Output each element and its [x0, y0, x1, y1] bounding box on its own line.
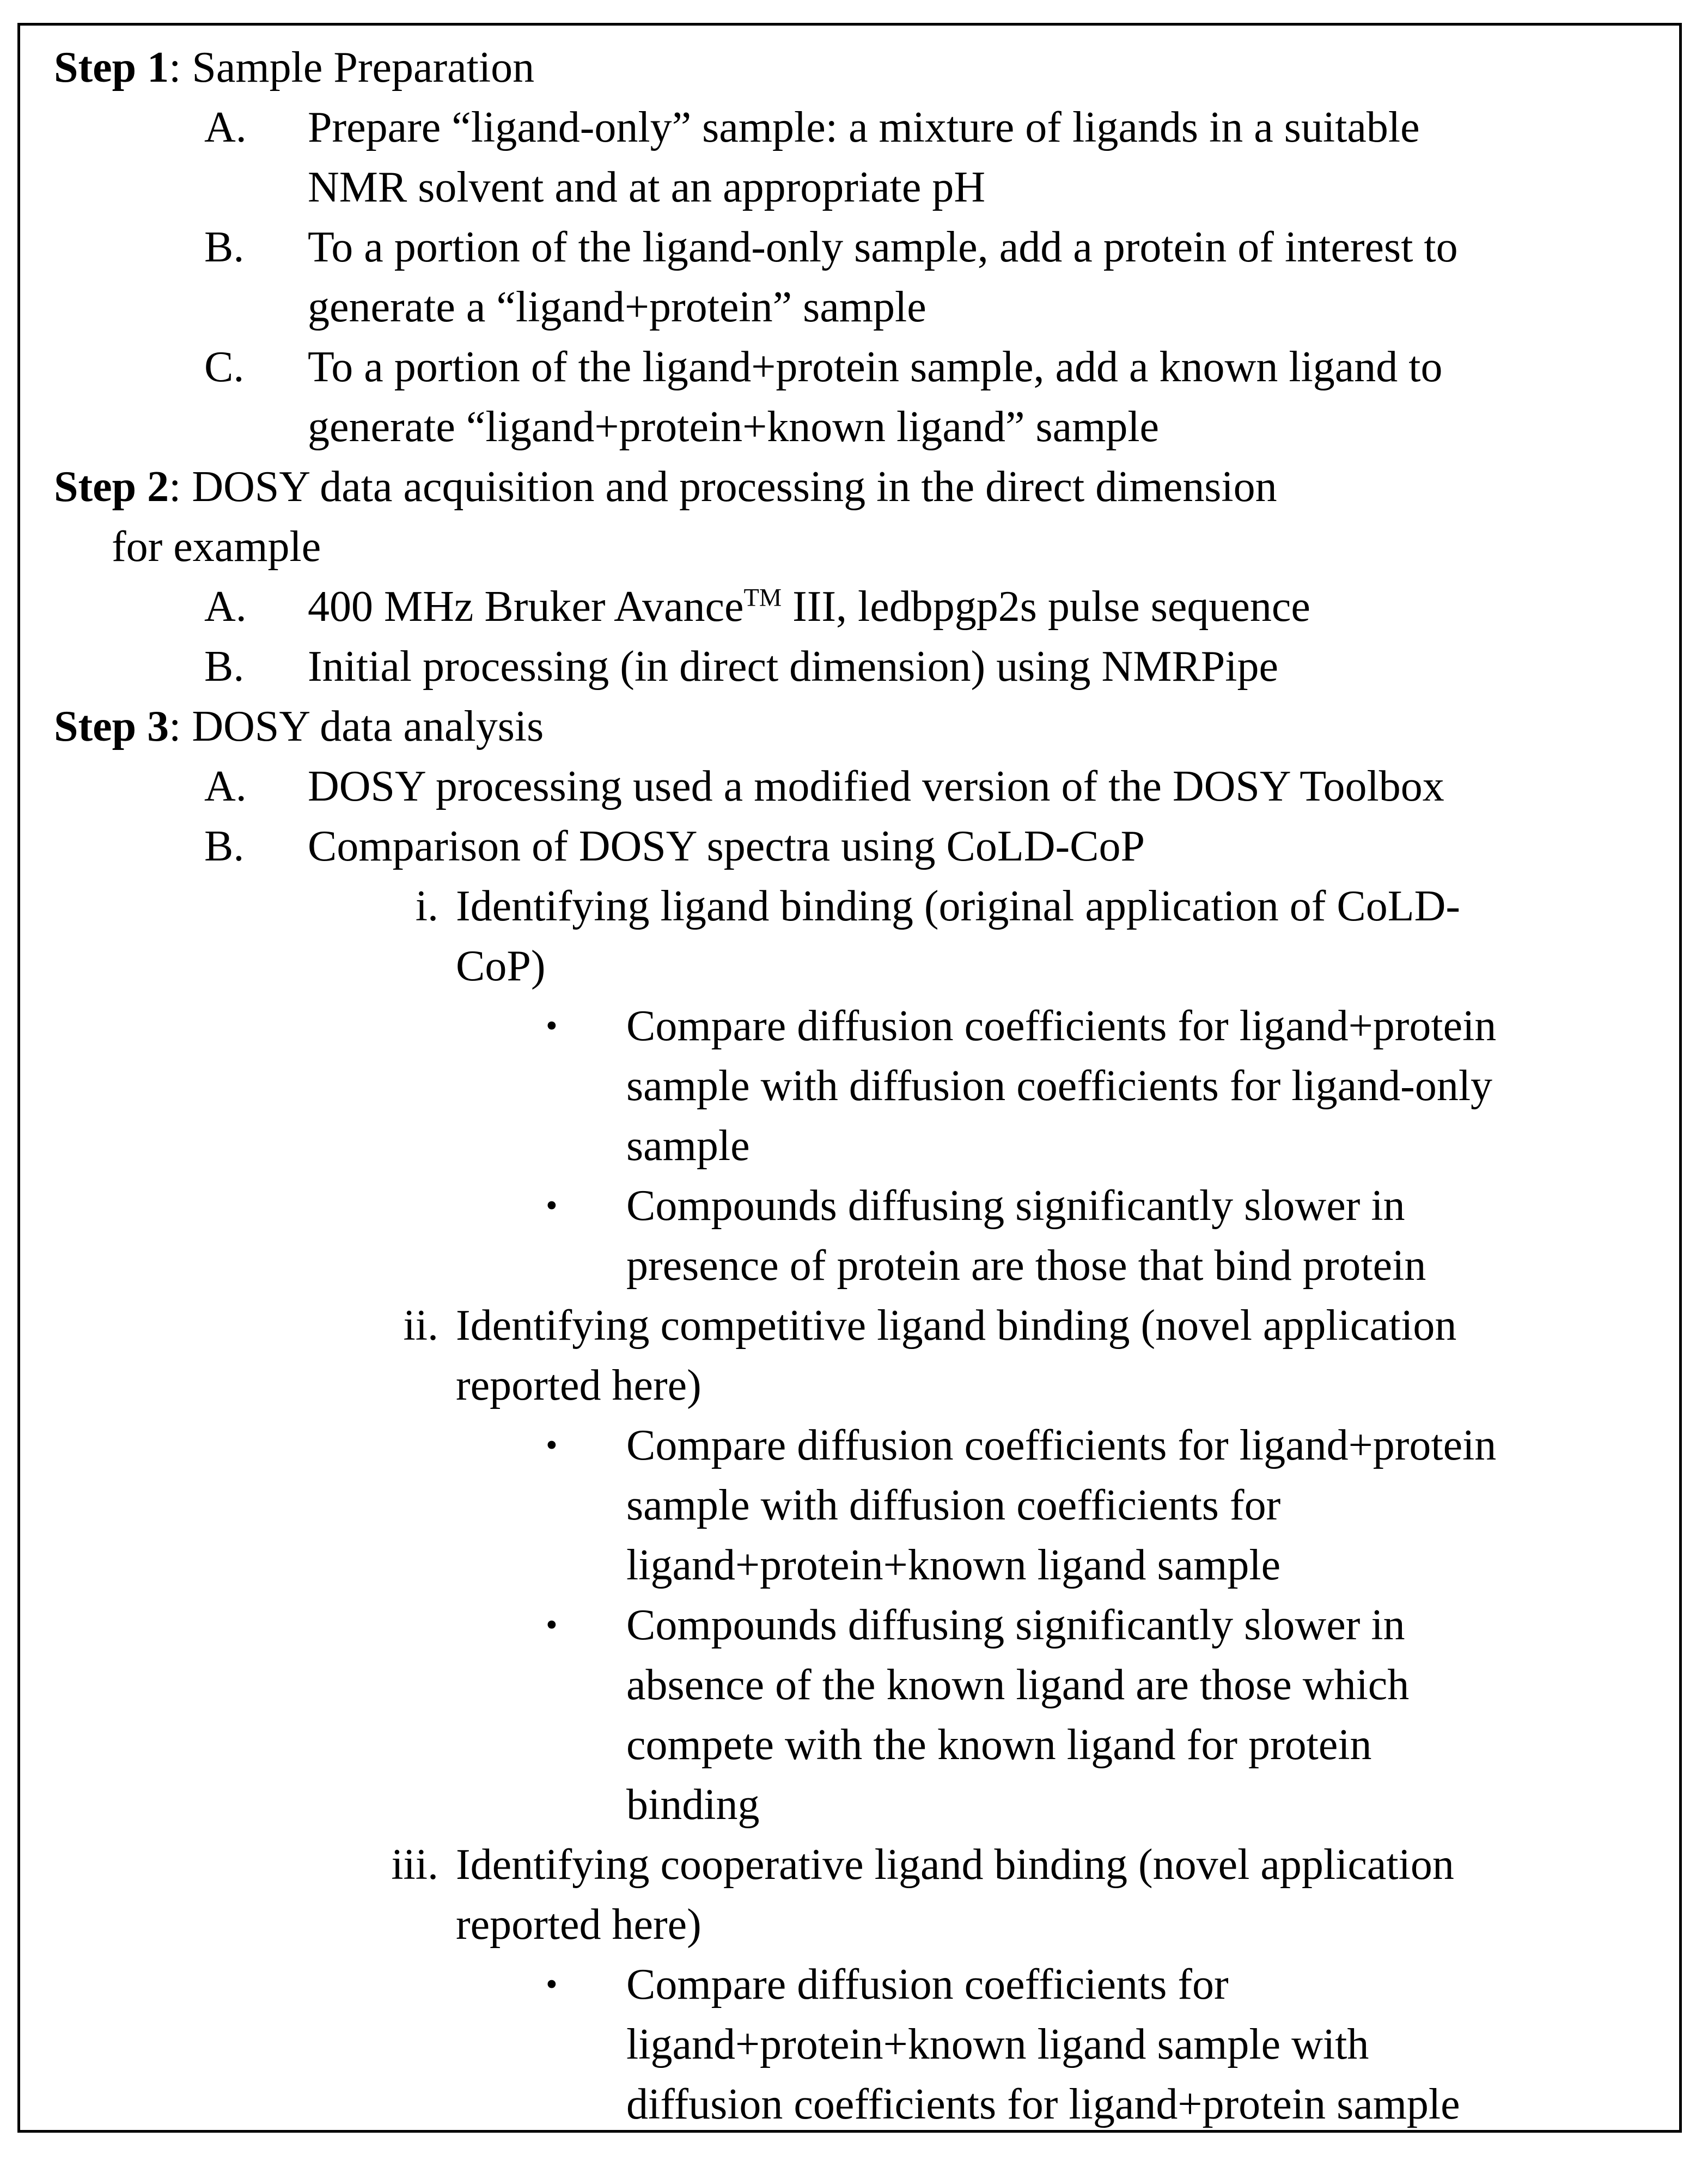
list-item-continuation — [20, 157, 1679, 217]
bullet-item-text: ligand+protein+known ligand sample — [626, 1541, 1281, 1589]
step-heading-text — [54, 457, 1277, 517]
bullet-item-text: sample — [626, 1122, 750, 1170]
list-item-text: generate “ligand+protein+known ligand” sample — [308, 403, 1160, 451]
bullet-item — [20, 1415, 1679, 1475]
bullet-item-text: presence of protein are those that bind protein — [626, 1242, 1426, 1290]
step-label: Step 3 — [54, 703, 169, 750]
bullet-item-text: Compounds diffusing significantly slower in — [626, 1182, 1405, 1230]
bullet-item — [20, 1595, 1679, 1655]
sublist-item — [20, 876, 1679, 936]
step-separator: : — [169, 703, 192, 750]
list-item — [20, 816, 1679, 876]
bullet-item-continuation — [20, 2074, 1679, 2133]
sublist-marker: iii. — [391, 1841, 438, 1889]
step-separator: : — [169, 463, 192, 511]
step-heading — [20, 457, 1679, 517]
list-item-text: generate a “ligand+protein” sample — [308, 283, 926, 331]
list-marker: B. — [204, 223, 245, 271]
sublist-marker: i. — [415, 882, 438, 930]
sublist-item-text: reported here) — [456, 1901, 701, 1949]
list-item-text: Initial processing (in direct dimension) using NMRPipe — [308, 643, 1278, 691]
bullet-item-text: absence of the known ligand are those which — [626, 1661, 1410, 1709]
bullet-item-continuation — [20, 2015, 1679, 2074]
bullet-item — [20, 1955, 1679, 2015]
list-marker: C. — [204, 343, 245, 391]
list-item-text — [308, 577, 1310, 637]
bullet-item-continuation — [20, 1535, 1679, 1595]
sublist-item-text: Identifying cooperative ligand binding (novel application — [456, 1841, 1454, 1889]
step-title: DOSY data acquisition and processing in the direct dimension — [192, 463, 1277, 511]
bullet-item-text: binding — [626, 1781, 760, 1829]
list-marker: B. — [204, 822, 245, 870]
list-item-text: Comparison of DOSY spectra using CoLD-CoP — [308, 822, 1145, 870]
step-label: Step 1 — [54, 44, 169, 91]
bullet-item-continuation — [20, 1475, 1679, 1535]
step-heading-text — [54, 38, 534, 97]
sublist-item — [20, 1835, 1679, 1895]
list-item — [20, 637, 1679, 697]
list-item-text: To a portion of the ligand-only sample, add a protein of interest to — [308, 223, 1458, 271]
list-item-continuation — [20, 277, 1679, 337]
bullet-item-continuation — [20, 1775, 1679, 1835]
sublist-item-text: reported here) — [456, 1362, 701, 1409]
bullet-item — [20, 1176, 1679, 1236]
list-item-continuation — [20, 397, 1679, 457]
sublist-item — [20, 1296, 1679, 1356]
bullet-item-text: Compare diffusion coefficients for ligand+protein — [626, 1421, 1497, 1469]
list-item — [20, 97, 1679, 157]
bullet-item-text: diffusion coefficients for ligand+protein sample — [626, 2080, 1460, 2128]
step-label: Step 2 — [54, 463, 169, 511]
bullet-icon: • — [546, 1607, 558, 1644]
sublist-item-continuation — [20, 1356, 1679, 1415]
step-title: DOSY data analysis — [192, 703, 544, 750]
sublist-item-text: CoP) — [456, 942, 546, 990]
list-item — [20, 217, 1679, 277]
list-item — [20, 756, 1679, 816]
document-content — [20, 26, 1679, 2133]
bullet-item — [20, 996, 1679, 1056]
sublist-item-text: Identifying ligand binding (original application of CoLD- — [456, 882, 1461, 930]
bullet-item-text: sample with diffusion coefficients for ligand-only — [626, 1062, 1493, 1110]
list-item-text: Prepare “ligand-only” sample: a mixture of ligands in a suitable — [308, 103, 1420, 151]
bullet-item-text: Compare diffusion coefficients for — [626, 1961, 1229, 2009]
step-heading-text — [54, 697, 544, 756]
bullet-item-continuation — [20, 1715, 1679, 1775]
sublist-item-text: Identifying competitive ligand binding (novel application — [456, 1302, 1457, 1350]
bullet-item-text: sample with diffusion coefficients for — [626, 1481, 1281, 1529]
sublist-marker: ii. — [403, 1302, 438, 1350]
bullet-item-text: Compare diffusion coefficients for ligand+protein — [626, 1002, 1497, 1050]
list-marker: A. — [204, 762, 247, 810]
document-page — [17, 23, 1682, 2133]
bullet-icon: • — [546, 1008, 558, 1045]
pulse-sequence-text: III, ledbpgp2s pulse sequence — [782, 583, 1310, 631]
list-marker: A. — [204, 583, 247, 631]
bullet-item-continuation — [20, 1236, 1679, 1296]
list-item-text: To a portion of the ligand+protein sample, add a known ligand to — [308, 343, 1443, 391]
step-subtitle-text: for example — [112, 523, 321, 571]
list-item — [20, 337, 1679, 397]
bullet-icon: • — [546, 1427, 558, 1464]
sublist-item-continuation — [20, 936, 1679, 996]
list-marker: B. — [204, 643, 245, 691]
step-heading — [20, 38, 1679, 97]
step-heading — [20, 697, 1679, 756]
bullet-item-continuation — [20, 1116, 1679, 1176]
bullet-item-text: compete with the known ligand for protein — [626, 1721, 1372, 1769]
trademark-superscript: TM — [743, 584, 782, 612]
bullet-item-text: ligand+protein+known ligand sample with — [626, 2020, 1369, 2068]
list-marker: A. — [204, 103, 247, 151]
step-subtitle — [20, 517, 1679, 577]
sublist-item-continuation — [20, 1895, 1679, 1955]
list-item — [20, 577, 1679, 637]
bullet-item-continuation — [20, 1056, 1679, 1116]
bullet-item-text: Compounds diffusing significantly slower in — [626, 1601, 1405, 1649]
list-item-text: NMR solvent and at an appropriate pH — [308, 163, 986, 211]
bullet-icon: • — [546, 1187, 558, 1224]
bullet-icon: • — [546, 1966, 558, 2003]
list-item-text: DOSY processing used a modified version of the DOSY Toolbox — [308, 762, 1444, 810]
step-separator: : — [169, 44, 192, 91]
bullet-item-continuation — [20, 1655, 1679, 1715]
instrument-name: 400 MHz Bruker Avance — [308, 583, 744, 631]
step-title: Sample Preparation — [192, 44, 535, 91]
